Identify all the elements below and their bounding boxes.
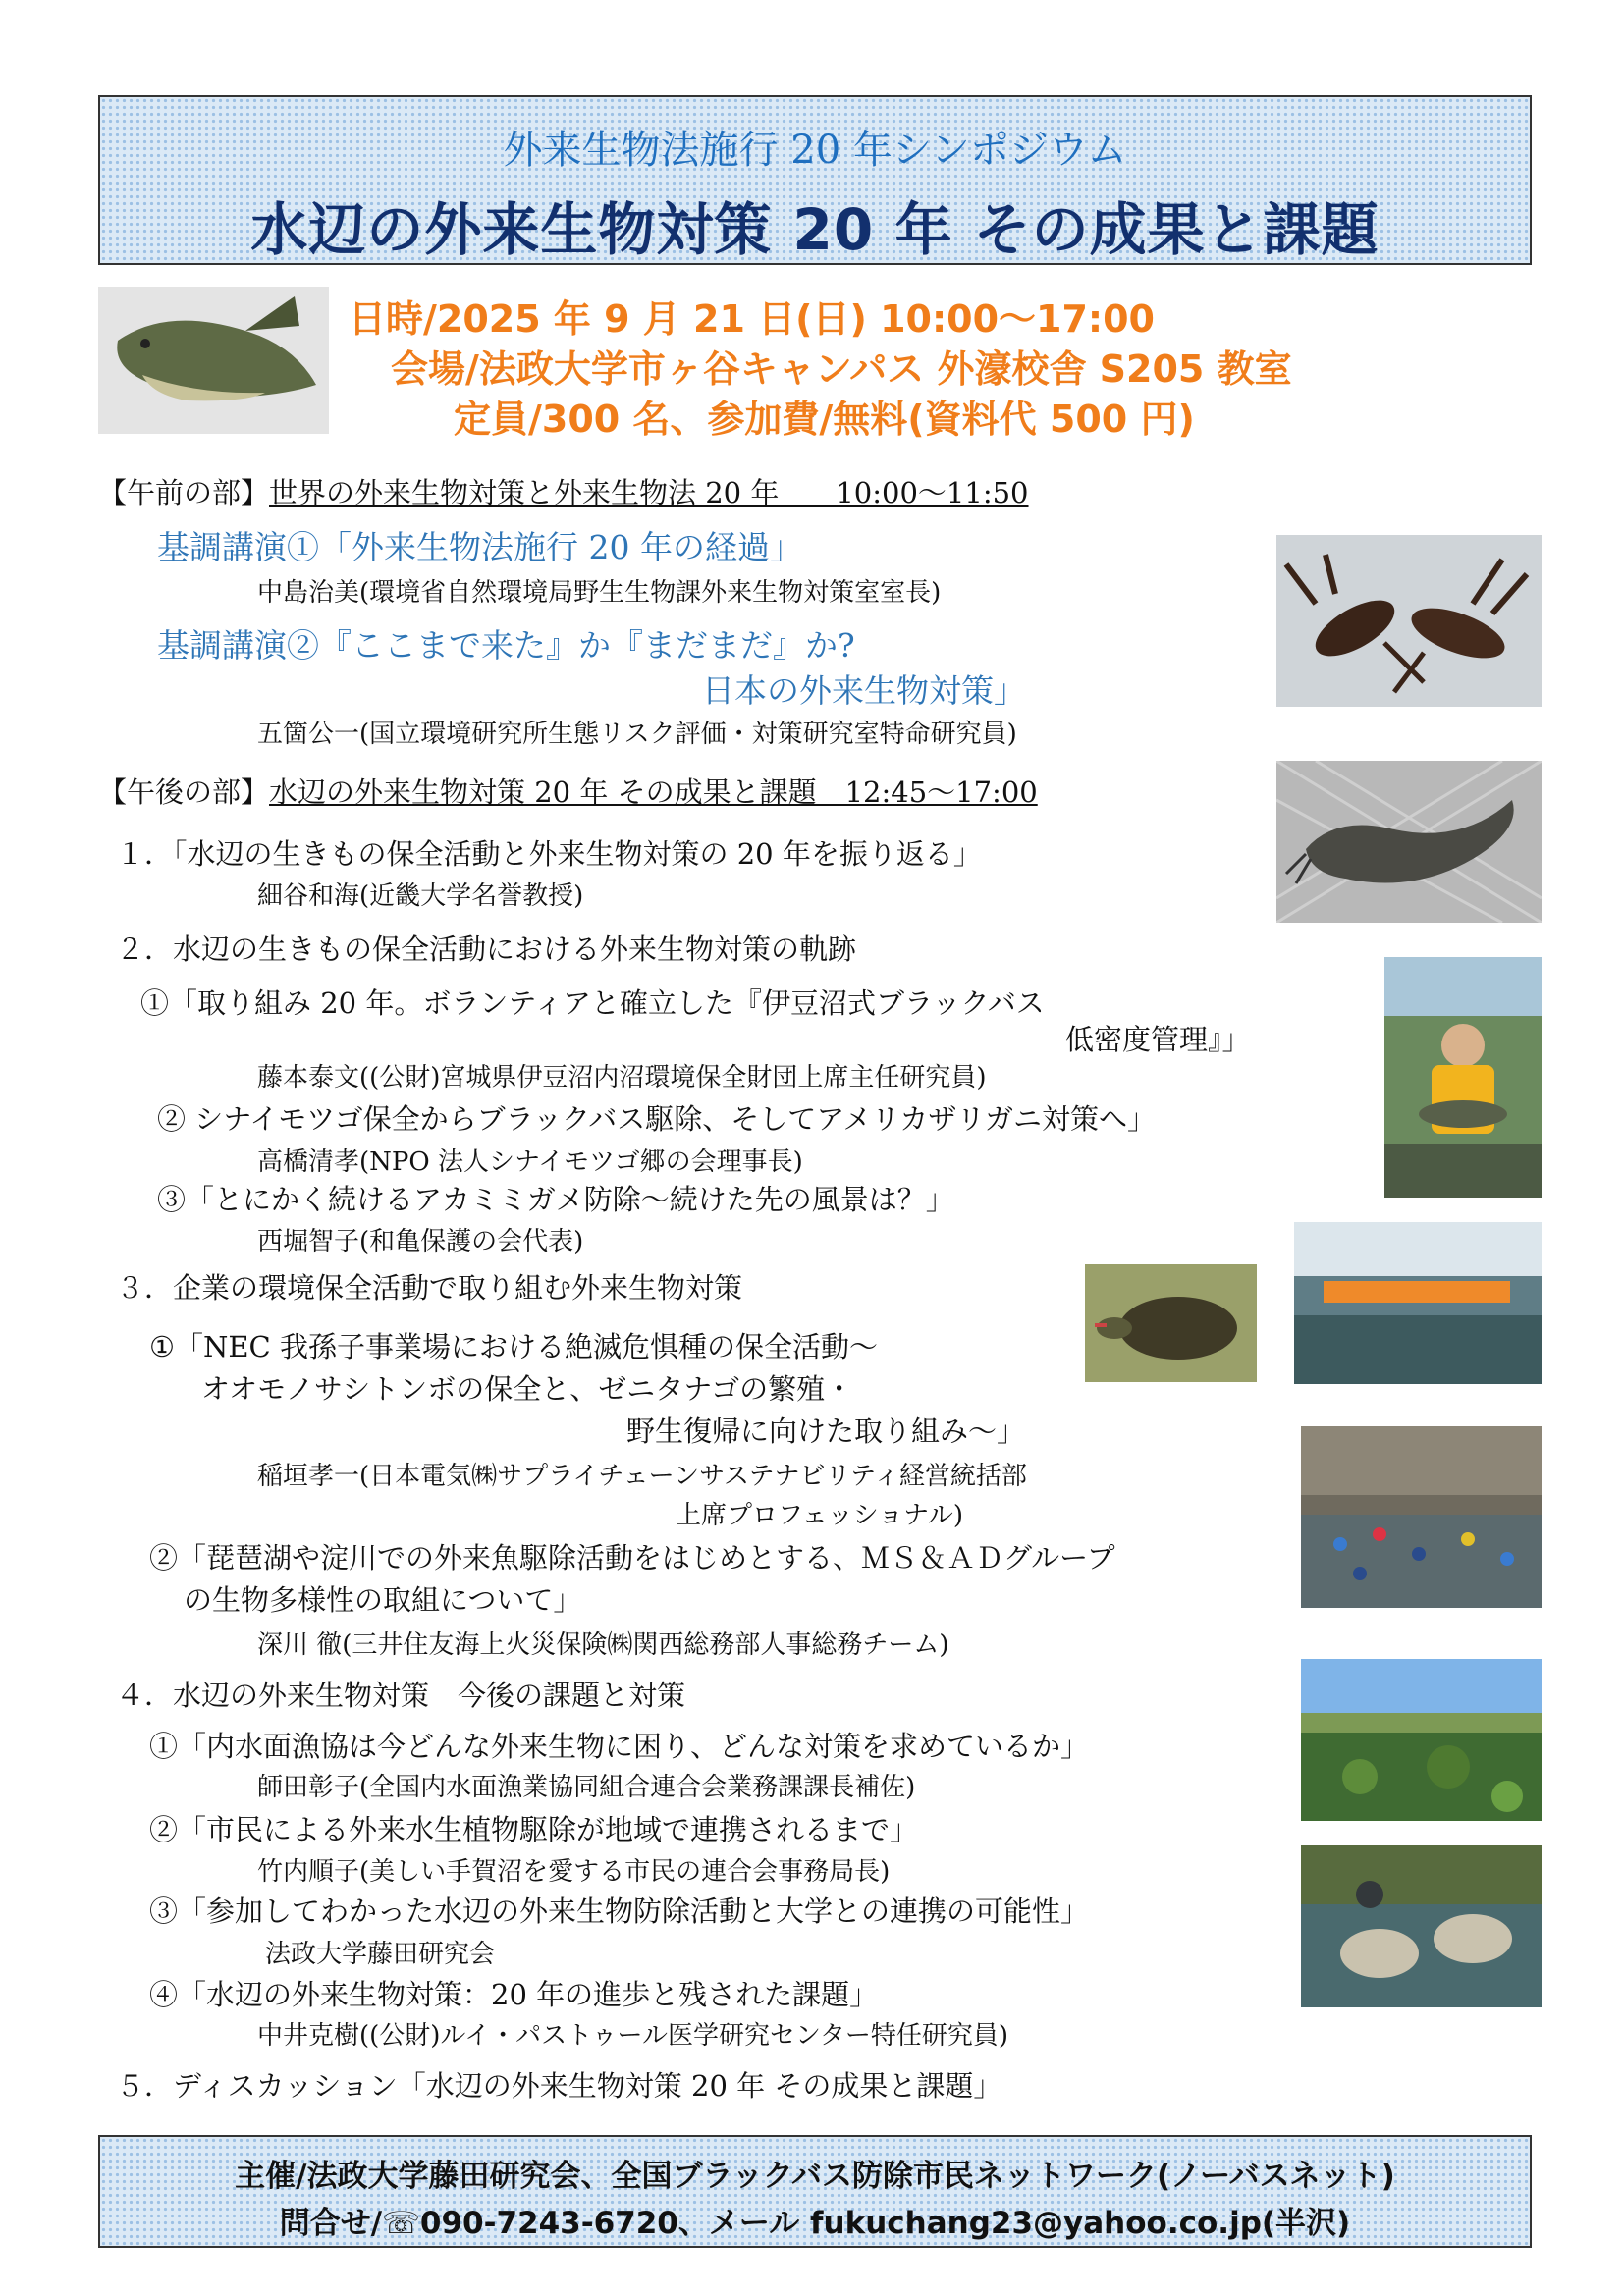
page-title: 水辺の外来生物対策 20 年 その成果と課題 bbox=[250, 196, 1380, 263]
afternoon-title: 水辺の外来生物対策 20 年 その成果と課題 12:45～17:00 bbox=[269, 775, 1038, 809]
session4c-speaker: 法政大学藤田研究会 bbox=[265, 1940, 496, 1969]
keynote2-speaker: 五箇公一(国立環境研究所生態リスク評価・対策研究室特命研究員) bbox=[257, 720, 1017, 749]
black-bass-photo bbox=[98, 287, 329, 434]
session2b-title: ② シナイモツゴ保全からブラックバス駆除、そしてアメリカザリガニ対策へ」 bbox=[157, 1102, 1156, 1136]
session5-title: ５．ディスカッション「水辺の外来生物対策 20 年 その成果と課題」 bbox=[116, 2069, 1002, 2103]
session4a-title: ①「内水面漁協は今どんな外来生物に困り、どんな対策を求めているか」 bbox=[149, 1730, 1090, 1763]
session3-title: ３．企業の環境保全活動で取り組む外来生物対策 bbox=[116, 1271, 743, 1305]
netting-event-photo bbox=[1294, 1222, 1542, 1384]
session2a-title-line1: ①「取り組み 20 年。ボランティアと確立した『伊豆沼式ブラックバス bbox=[140, 987, 1045, 1020]
session1-speaker: 細谷和海(近畿大学名誉教授) bbox=[257, 881, 584, 911]
session2b-speaker: 高橋清孝(NPO 法人シナイモツゴ郷の会理事長) bbox=[257, 1148, 803, 1177]
keynote2-title-line2: 日本の外来生物対策」 bbox=[702, 671, 1026, 710]
session3b-title-line1: ②「琵琶湖や淀川での外来魚駆除活動をはじめとする、ＭＳ＆ＡＤグループ bbox=[149, 1541, 1115, 1575]
session1-title: １．「水辺の生きもの保全活動と外来生物対策の 20 年を振り返る」 bbox=[116, 837, 982, 871]
contact-line: 問合せ/☏090-7243-6720、メール fukuchang23@yahoo.co.jp(半沢) bbox=[279, 2206, 1351, 2241]
event-capacity: 定員/300 名、参加費/無料(資料代 500 円) bbox=[454, 398, 1195, 441]
session2a-speaker: 藤本泰文((公財)宮城県伊豆沼内沼環境保全財団上席主任研究員) bbox=[257, 1063, 987, 1093]
session3a-title-line1: ①「NEC 我孫子事業場における絶滅危惧種の保全活動～ bbox=[149, 1330, 878, 1363]
turtle-photo bbox=[1085, 1264, 1257, 1382]
morning-label: 【午前の部】 bbox=[98, 476, 270, 509]
morning-section-header bbox=[98, 471, 1029, 511]
pond-cleanup-photo bbox=[1301, 1426, 1542, 1608]
volunteers-photo bbox=[1384, 957, 1542, 1198]
morning-title: 世界の外来生物対策と外来生物法 20 年 10:00～11:50 bbox=[269, 476, 1029, 509]
keynote1-title: 基調講演①「外来生物法施行 20 年の経過」 bbox=[157, 528, 802, 566]
keynote2-title-line1: 基調講演②『ここまで来た』か『まだまだ』か? bbox=[157, 626, 855, 665]
session4b-speaker: 竹内順子(美しい手賀沼を愛する市民の連合会事務局長) bbox=[257, 1857, 891, 1887]
afternoon-label: 【午後の部】 bbox=[98, 775, 270, 809]
net-catch-photo bbox=[1301, 1845, 1542, 2007]
organizer-line: 主催/法政大学藤田研究会、全国ブラックバス防除市民ネットワーク(ノーバスネット) bbox=[235, 2159, 1395, 2194]
session2-title: ２．水辺の生きもの保全活動における外来生物対策の軌跡 bbox=[116, 933, 857, 966]
session4b-title: ②「市民による外来水生植物駆除が地域で連携されるまで」 bbox=[149, 1813, 919, 1846]
session3b-title-line2: の生物多様性の取組について」 bbox=[184, 1583, 582, 1617]
session4c-title: ③「参加してわかった水辺の外来生物防除活動と大学との連携の可能性」 bbox=[149, 1895, 1090, 1928]
event-venue: 会場/法政大学市ヶ谷キャンパス 外濠校舎 S205 教室 bbox=[391, 347, 1292, 391]
session4a-speaker: 師田彰子(全国内水面漁業協同組合連合会業務課課長補佐) bbox=[257, 1773, 916, 1802]
catfish-photo bbox=[1276, 761, 1542, 923]
session3a-title-line2: オオモノサシトンボの保全と、ゼニタナゴの繁殖・ bbox=[201, 1372, 854, 1406]
session4d-speaker: 中井克樹((公財)ルイ・パストゥール医学研究センター特任研究員) bbox=[257, 2021, 1009, 2051]
session4-title: ４．水辺の外来生物対策 今後の課題と対策 bbox=[116, 1679, 686, 1712]
session2c-title: ③「とにかく続けるアカミミガメ防除～続けた先の風景は？」 bbox=[157, 1183, 954, 1216]
session3a-speaker-line2: 上席プロフェッショナル) bbox=[676, 1501, 964, 1530]
keynote1-speaker: 中島治美(環境省自然環境局野生生物課外来生物対策室室長) bbox=[257, 578, 942, 608]
header-banner bbox=[98, 95, 1532, 265]
session2c-speaker: 西堀智子(和亀保護の会代表) bbox=[257, 1227, 584, 1256]
symposium-subtitle: 外来生物法施行 20 年シンポジウム bbox=[503, 128, 1127, 173]
session2a-title-line2: 低密度管理』」 bbox=[1065, 1023, 1251, 1056]
event-datetime: 日時/2025 年 9 月 21 日(日) 10:00～17:00 bbox=[349, 297, 1155, 341]
crayfish-photo bbox=[1276, 535, 1542, 707]
session3b-speaker: 深川 徹(三井住友海上火災保険㈱関西総務部人事総務チーム) bbox=[257, 1630, 949, 1660]
session4d-title: ④「水辺の外来生物対策：20 年の進歩と残された課題」 bbox=[149, 1978, 879, 2011]
session3a-title-line3: 野生復帰に向けた取り組み～」 bbox=[626, 1415, 1026, 1448]
footer-banner bbox=[98, 2135, 1532, 2248]
aquatic-plants-photo bbox=[1301, 1659, 1542, 1821]
session3a-speaker-line1: 稲垣孝一(日本電気㈱サプライチェーンサステナビリティ経営統括部 bbox=[257, 1462, 1027, 1491]
afternoon-section-header bbox=[98, 771, 1038, 811]
